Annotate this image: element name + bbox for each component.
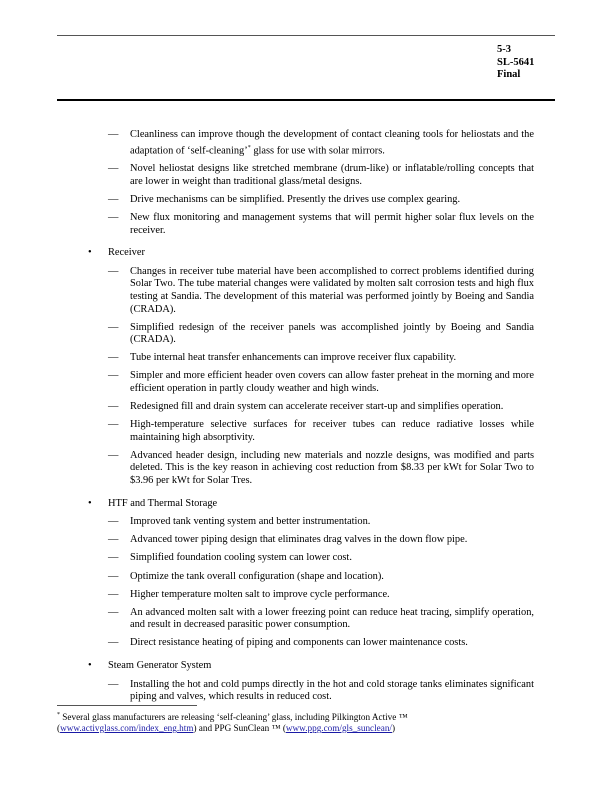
item-text: Drive mechanisms can be simplified. Presently the drives use complex gearing. [130,193,461,205]
dash-marker: — [108,570,119,582]
dash-marker: — [108,419,119,431]
dash-marker: — [108,370,119,382]
item-text: Novel heliostat designs like stretched membrane (drum-like) or inflatable/rolling concepts that are lower in weight than traditional glass/metal designs. [130,163,534,187]
page-header [497,44,534,82]
section-title-text: HTF and Thermal Storage [108,497,218,509]
dash-marker: — [108,211,119,223]
dash-marker: — [108,352,119,364]
list-item [88,679,534,704]
item-text: High-temperature selective surfaces for receiver tubes can reduce radiative losses while maintaining high absorptivity. [130,419,534,443]
dash-marker: — [108,193,119,205]
document-id: SL-5641 [497,56,535,68]
bullet-marker: • [88,659,92,671]
section-title [88,247,534,260]
item-text: Advanced header design, including new materials and nozzle designs, was modified and parts deleted. This is the key reason in achieving cost reduction from $8.33 per kWt for Solar Two to $3.96 per kWt for Solar Tres. [130,449,534,487]
dash-marker: — [108,321,119,333]
dash-marker: — [108,552,119,564]
dash-marker: — [108,401,119,413]
footnote-ref[interactable]: * [247,144,251,151]
section-title [88,498,534,511]
item-text: Direct resistance heating of piping and components can lower maintenance costs. [130,637,468,649]
item-text: glass for use with solar mirrors. [250,145,385,157]
dash-marker: — [108,588,119,600]
header-rule [57,35,555,36]
list-item [88,370,534,395]
item-text: Optimize the tank overall configuration (shape and location). [130,570,384,582]
dash-marker: — [108,265,119,277]
dash-marker: — [108,163,119,175]
header-divider [57,99,555,101]
dash-marker: — [108,129,119,140]
body-content [88,129,534,704]
dash-marker: — [108,534,119,546]
item-text: Simpler and more efficient header oven covers can allow faster preheat in the morning and more efficient operation in partly cloudy weather and high winds. [130,370,534,394]
item-text: Cleanliness can improve though the development of contact cleaning tools for heliostats and the adaptation of ‘self-cleaning’ [130,129,534,157]
item-text: Changes in receiver tube material have been accomplished to correct problems identified during Solar Two. The tube material changes were validated by molten salt corrosion tests and high flux testing at Sandia. The development of this material was performed jointly by Boeing and Sandia (CRADA). [130,265,534,315]
document-status: Final [497,69,521,80]
section-title-text: Receiver [108,247,145,259]
item-text: New flux monitoring and management systems that will permit higher solar flux levels on the receiver. [130,211,534,236]
footnote-text: Several glass manufacturers are releasing ‘self-cleaning’ glass, including Pilkington Active ™ [60,712,408,723]
dash-marker: — [108,516,119,528]
section-title [88,660,534,673]
list-item [88,129,534,158]
bullet-marker: • [88,497,92,509]
item-text: Installing the hot and cold pumps directly in the hot and cold storage tanks eliminates significant piping and valves, which results in reduced cost. [130,678,534,703]
dash-marker: — [108,637,119,649]
intro-list [88,129,534,237]
footnote-text: ) [391,723,396,734]
footnote-mark: * [57,712,60,718]
list-item [88,419,534,444]
bullet-marker: • [88,247,92,259]
footnote-text: ) and PPG SunClean ™ ( [193,723,286,734]
list-item [88,571,534,584]
item-text: Advanced tower piping design that eliminates drag valves in the down flow pipe. [130,534,468,546]
list-item [88,637,534,650]
footnote [57,710,557,734]
footnote-text: ( [57,723,61,734]
item-text: An advanced molten salt with a lower freezing point can reduce heat tracing, simplify operation, and result in decreased parasitic power consumption. [130,606,534,631]
section-receiver [88,247,534,488]
item-text: Improved tank venting system and better instrumentation. [130,516,371,528]
list-item [88,516,534,529]
section-htf-and-thermal-storage [88,498,534,650]
list-item [88,534,534,547]
item-text: Simplified foundation cooling system can lower cost. [130,552,352,564]
list-item [88,194,534,207]
list-item [88,212,534,237]
list-item [88,589,534,602]
dash-marker: — [108,678,119,690]
item-text: Redesigned fill and drain system can accelerate receiver start-up and simplifies operation. [130,401,504,413]
list-item [88,552,534,565]
item-text: Simplified redesign of the receiver panels was accomplished jointly by Boeing and Sandia (CRADA). [130,321,534,346]
list-item [88,401,534,414]
page-number: 5-3 [497,44,511,55]
dash-marker: — [108,606,119,618]
dash-marker: — [108,449,119,461]
list-item [88,266,534,316]
list-item [88,450,534,488]
item-text: Higher temperature molten salt to improve cycle performance. [130,588,390,600]
list-item [88,352,534,365]
list-item [88,322,534,347]
list-item [88,163,534,188]
item-text: Tube internal heat transfer enhancements can improve receiver flux capability. [130,352,457,364]
section-steam-generator-system [88,660,534,704]
section-title-text: Steam Generator System [108,659,212,671]
list-item [88,607,534,632]
activglass-link[interactable]: www.activglass.com/index_eng.htm [60,723,194,734]
ppg-link[interactable]: www.ppg.com/gls_sunclean/ [285,723,392,734]
footnote-rule [57,705,197,706]
